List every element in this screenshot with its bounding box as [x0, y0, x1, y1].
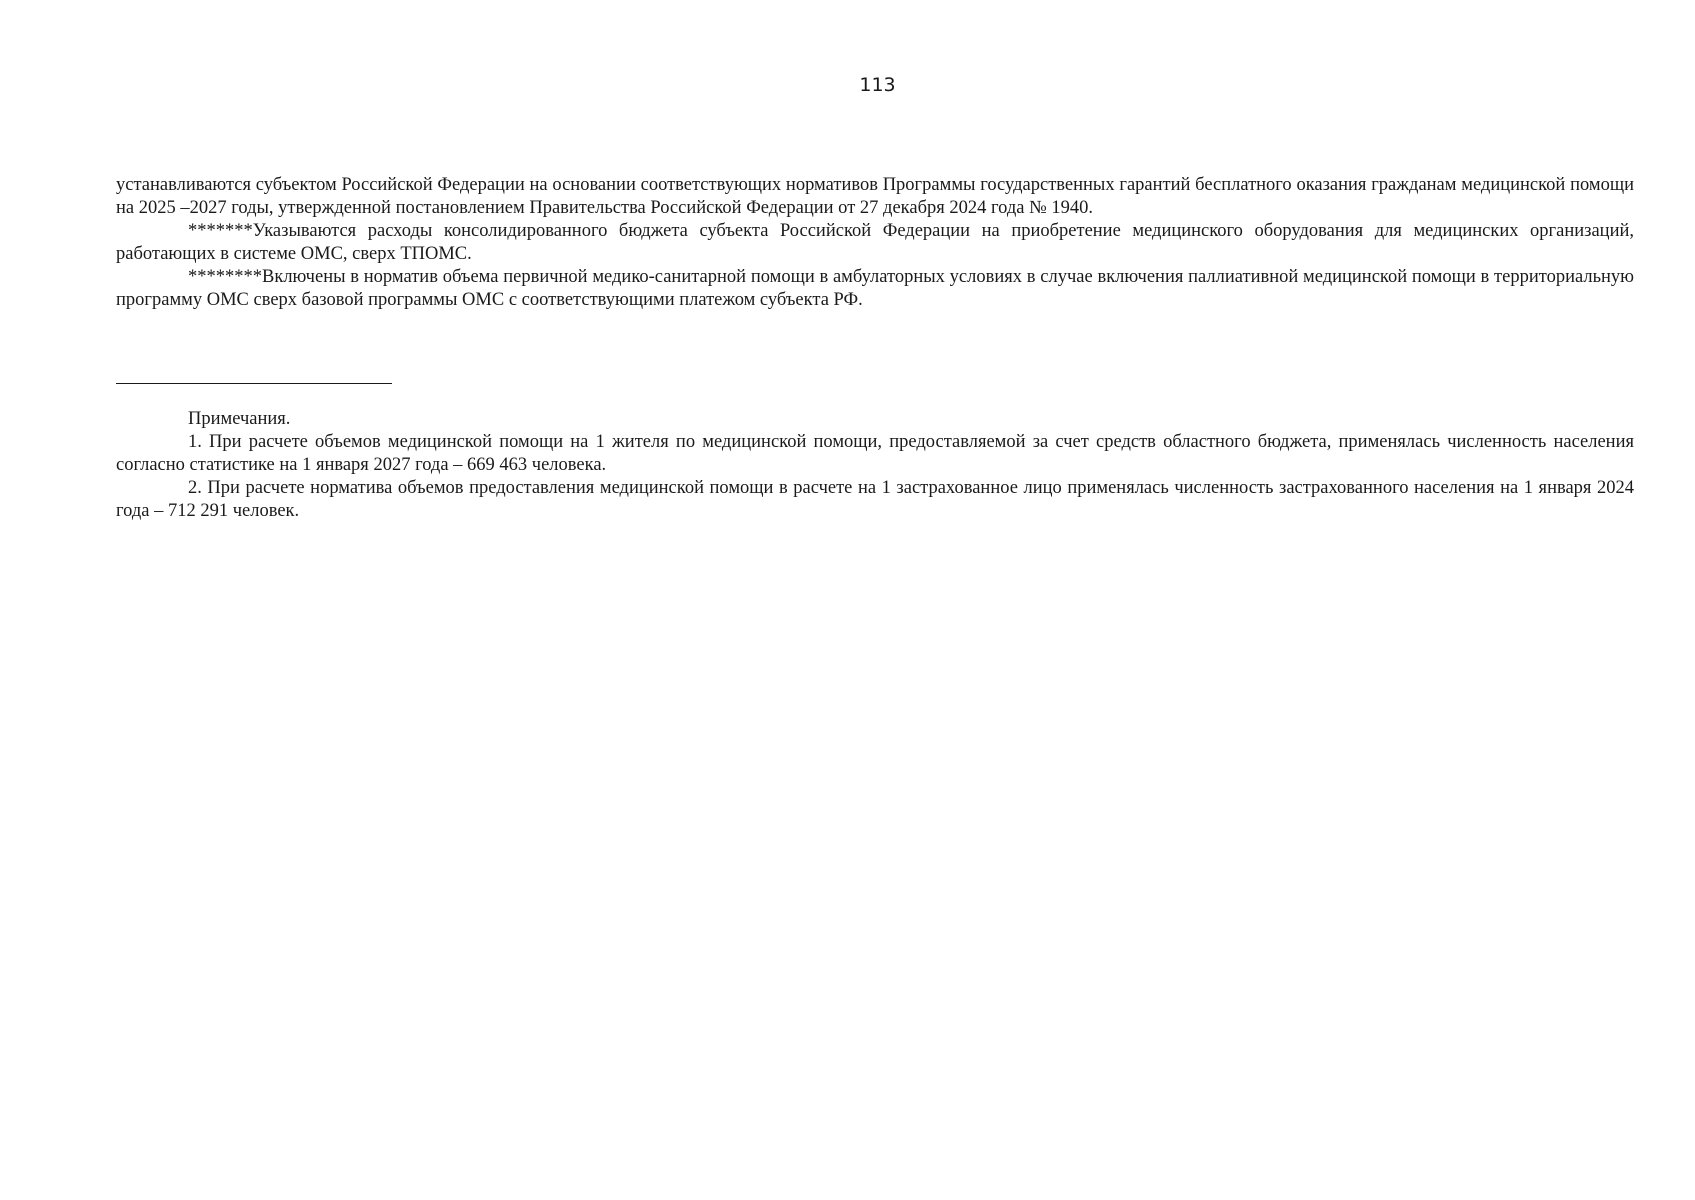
footnote-eight-asterisks: ********Включены в норматив объема первичной медико-санитарной помощи в амбулаторных условиях в случае включения паллиативной медицинской помощи в территориальную программу ОМС сверх базовой программы ОМС с соответствующими платежом субъекта РФ.: [116, 267, 1634, 310]
separator-line: [116, 383, 392, 384]
continuation-paragraph: устанавливаются субъектом Российской Федерации на основании соответствующих нормативов Программы государственных гарантий бесплатного оказания гражданам медицинской помощи на 2025 –2027 годы, утвержденной постановлением Правительства Российской Федерации от 27 декабря 2024 года № 1940.: [116, 175, 1634, 218]
notes-section: [116, 408, 1634, 523]
notes-heading: Примечания.: [188, 409, 291, 429]
footnote-section: [116, 174, 1634, 312]
footnote-seven-asterisks: *******Указываются расходы консолидированного бюджета субъекта Российской Федерации на приобретение медицинского оборудования для медицинских организаций, работающих в системе ОМС, сверх ТПОМС.: [116, 221, 1634, 264]
note-item-2: 2. При расчете норматива объемов предоставления медицинской помощи в расчете на 1 застрахованное лицо применялась численность застрахованного населения на 1 января 2024 года – 712 291 человек.: [116, 478, 1634, 521]
note-item-1: 1. При расчете объемов медицинской помощи на 1 жителя по медицинской помощи, предоставляемой за счет средств областного бюджета, применялась численность населения согласно статистике на 1 января 2027 года – 669 463 человека.: [116, 432, 1634, 475]
page-number: 113: [859, 74, 896, 96]
